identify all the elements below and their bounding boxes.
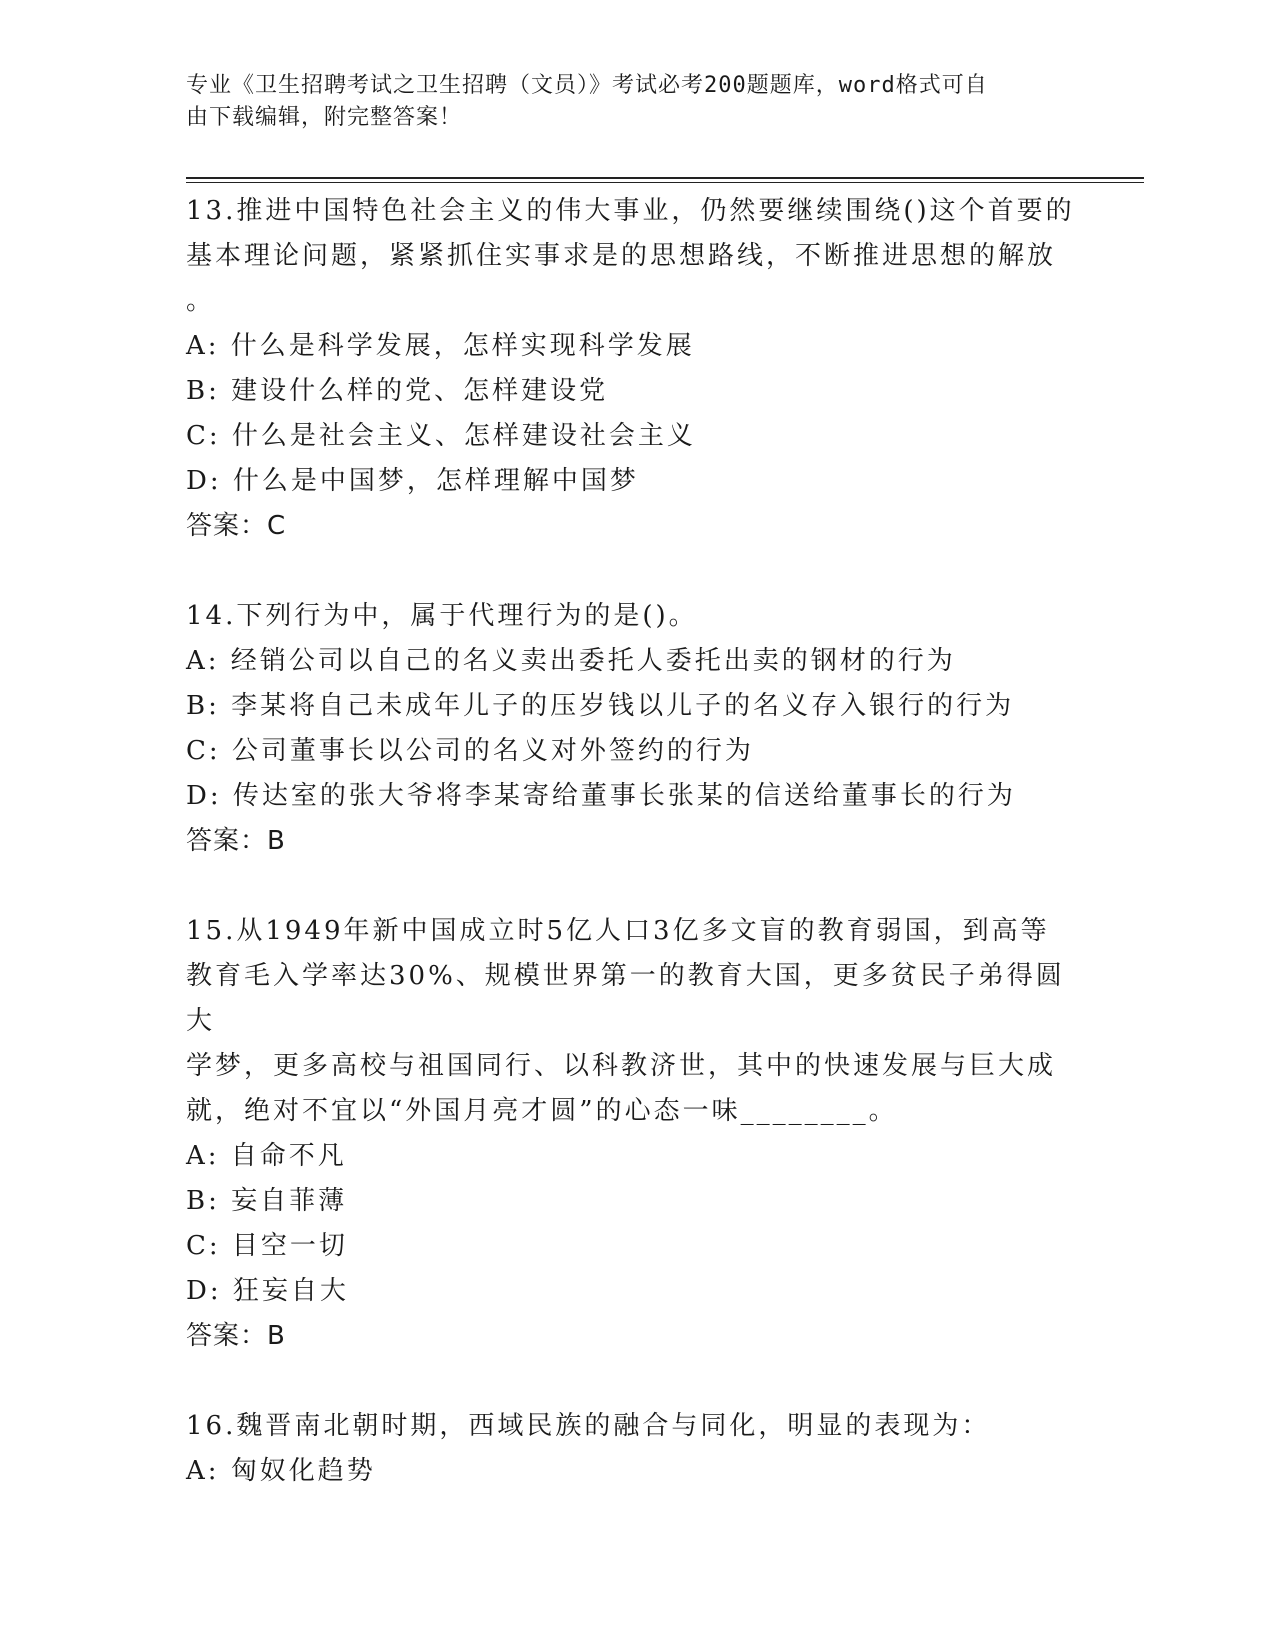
question-stem-line: 13.推进中国特色社会主义的伟大事业，仍然要继续围绕()这个首要的: [186, 196, 1075, 226]
question-13: [186, 189, 1086, 549]
option-a: A: 自命不凡: [186, 1141, 347, 1171]
option-d: D: 狂妄自大: [186, 1276, 349, 1306]
question-list: [186, 189, 1086, 1494]
question-16: [186, 1404, 1086, 1494]
header-divider-thick: [186, 177, 1144, 179]
header-line-1: 专业《卫生招聘考试之卫生招聘（文员）》考试必考200题题库，word格式可自: [186, 73, 988, 98]
answer: 答案：C: [186, 511, 287, 541]
option-b: B: 李某将自己未成年儿子的压岁钱以儿子的名义存入银行的行为: [186, 691, 1015, 721]
question-stem-line: 15.从1949年新中国成立时5亿人口3亿多文盲的教育弱国，到高等: [186, 916, 1050, 946]
question-stem-line: 16.魏晋南北朝时期，西域民族的融合与同化，明显的表现为：: [186, 1411, 991, 1441]
option-b: B: 建设什么样的党、怎样建设党: [186, 376, 609, 406]
question-14: [186, 594, 1086, 864]
answer: 答案：B: [186, 826, 286, 856]
option-d: D: 什么是中国梦，怎样理解中国梦: [186, 466, 639, 496]
option-a: A: 什么是科学发展，怎样实现科学发展: [186, 331, 695, 361]
question-stem-line: 14.下列行为中，属于代理行为的是()。: [186, 601, 698, 631]
question-spacer: [186, 1359, 1086, 1404]
question-stem-line: 就，绝对不宜以“外国月亮才圆”的心态一味________。: [186, 1096, 898, 1126]
option-a: A: 匈奴化趋势: [186, 1456, 376, 1486]
option-d: D: 传达室的张大爷将李某寄给董事长张某的信送给董事长的行为: [186, 781, 1016, 811]
question-stem-line: 基本理论问题，紧紧抓住实事求是的思想路线，不断推进思想的解放: [186, 241, 1057, 271]
question-spacer: [186, 864, 1086, 909]
answer: 答案：B: [186, 1321, 286, 1351]
option-a: A: 经销公司以自己的名义卖出委托人委托出卖的钢材的行为: [186, 646, 956, 676]
document-header: [186, 70, 1086, 134]
header-divider-thin: [186, 182, 1144, 183]
option-c: C: 目空一切: [186, 1231, 348, 1261]
option-c: C: 什么是社会主义、怎样建设社会主义: [186, 421, 696, 451]
question-spacer: [186, 549, 1086, 594]
option-b: B: 妄自菲薄: [186, 1186, 348, 1216]
header-line-2: 由下载编辑，附完整答案！: [186, 105, 463, 130]
question-stem-line: 学梦，更多高校与祖国同行、以科教济世，其中的快速发展与巨大成: [186, 1051, 1057, 1081]
question-stem-line: 教育毛入学率达30%、规模世界第一的教育大国，更多贫民子弟得圆大: [186, 961, 1065, 1036]
question-stem-line: 。: [186, 286, 216, 316]
question-15: [186, 909, 1086, 1359]
option-c: C: 公司董事长以公司的名义对外签约的行为: [186, 736, 754, 766]
